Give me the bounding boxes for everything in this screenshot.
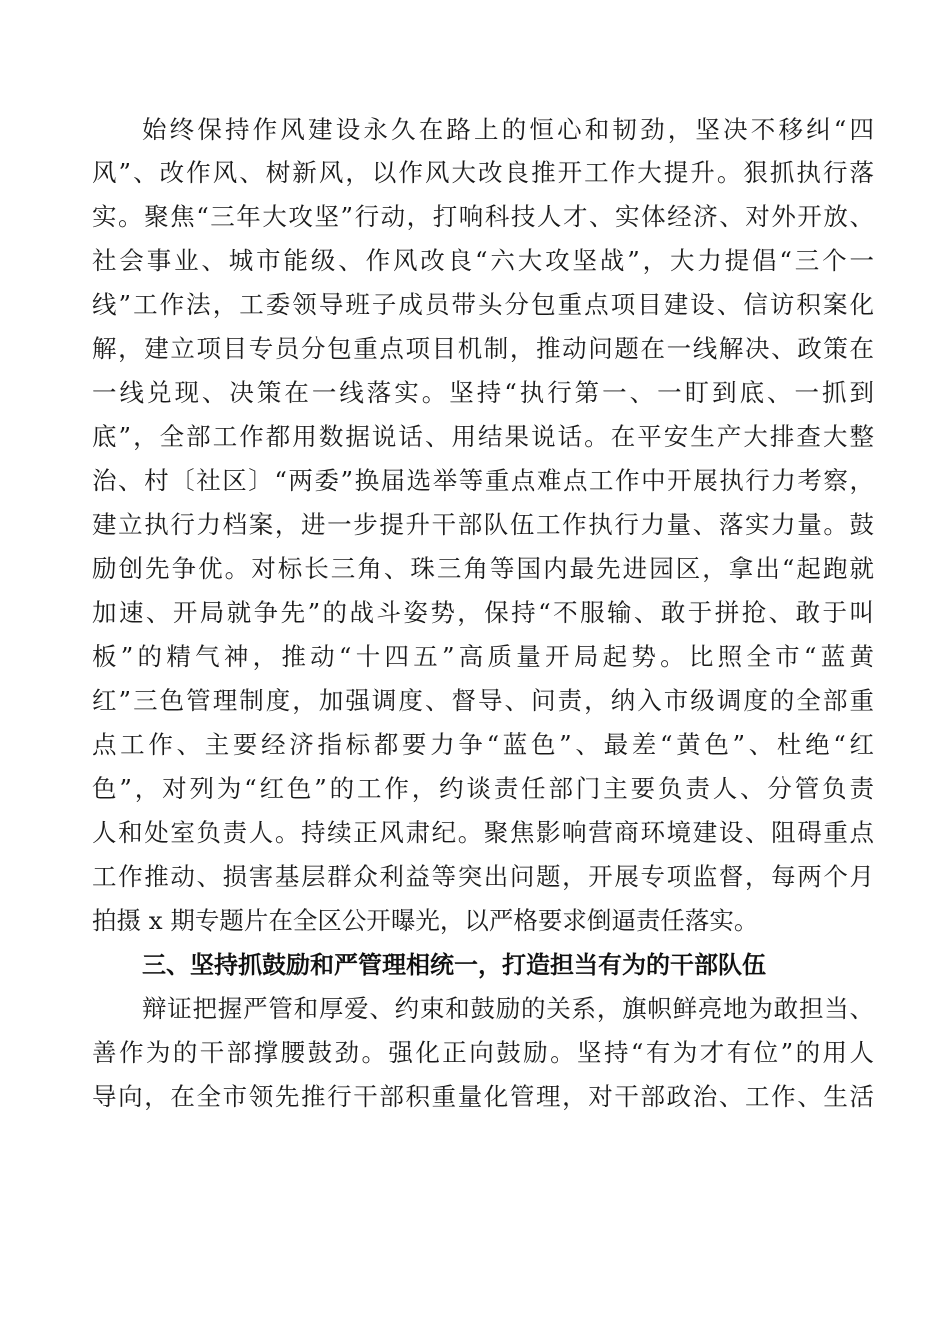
text-line: 加速、开局就争先”的战斗姿势，保持“不服输、敢于拼抢、敢于叫 — [92, 598, 874, 627]
text-line: 工作推动、损害基层群众利益等突出问题，开展专项监督，每两个月 — [92, 862, 874, 891]
text-line: 实。聚焦“三年大攻坚”行动，打响科技人才、实体经济、对外开放、 — [92, 202, 874, 231]
section-heading: 三、坚持抓鼓励和严管理相统一，打造担当有为的干部队伍 — [142, 951, 766, 979]
text-line: 点工作、主要经济指标都要力争“蓝色”、最差“黄色”、杜绝“红 — [92, 730, 874, 759]
text-line: 解，建立项目专员分包重点项目机制，推动问题在一线解决、政策在 — [92, 334, 874, 363]
text-line: 红”三色管理制度，加强调度、督导、问责，纳入市级调度的全部重 — [92, 686, 874, 715]
text-line: 励创先争优。对标长三角、珠三角等国内最先进园区，拿出“起跑就 — [92, 554, 874, 583]
text-line: 治、村〔社区〕“两委”换届选举等重点难点工作中开展执行力考察， — [92, 466, 874, 495]
text-line: 善作为的干部撑腰鼓劲。强化正向鼓励。坚持“有为才有位”的用人 — [92, 1038, 874, 1067]
text-line: 色”，对列为“红色”的工作，约谈责任部门主要负责人、分管负责 — [92, 774, 874, 803]
text-line: 底”，全部工作都用数据说话、用结果说话。在平安生产大排查大整 — [92, 422, 874, 451]
text-line: 拍摄 x 期专题片在全区公开曝光，以严格要求倒逼责任落实。 — [92, 906, 759, 935]
text-line: 始终保持作风建设永久在路上的恒心和韧劲，坚决不移纠“四 — [142, 115, 874, 144]
text-line: 线”工作法，工委领导班子成员带头分包重点项目建设、信访积案化 — [92, 290, 874, 319]
text-line: 板”的精气神，推动“十四五”高质量开局起势。比照全市“蓝黄 — [92, 642, 874, 671]
text-line: 建立执行力档案，进一步提升干部队伍工作执行力量、落实力量。鼓 — [92, 510, 874, 539]
text-line: 人和处室负责人。持续正风肃纪。聚焦影响营商环境建设、阻碍重点 — [92, 818, 874, 847]
text-line: 一线兑现、决策在一线落实。坚持“执行第一、一盯到底、一抓到 — [92, 378, 874, 407]
text-line: 风”、改作风、树新风，以作风大改良推开工作大提升。狠抓执行落 — [92, 158, 874, 187]
text-line: 社会事业、城市能级、作风改良“六大攻坚战”，大力提倡“三个一 — [92, 246, 874, 275]
text-line: 辩证把握严管和厚爱、约束和鼓励的关系，旗帜鲜亮地为敢担当、 — [142, 994, 874, 1023]
text-line: 导向，在全市领先推行干部积重量化管理，对干部政治、工作、生活 — [92, 1082, 874, 1111]
